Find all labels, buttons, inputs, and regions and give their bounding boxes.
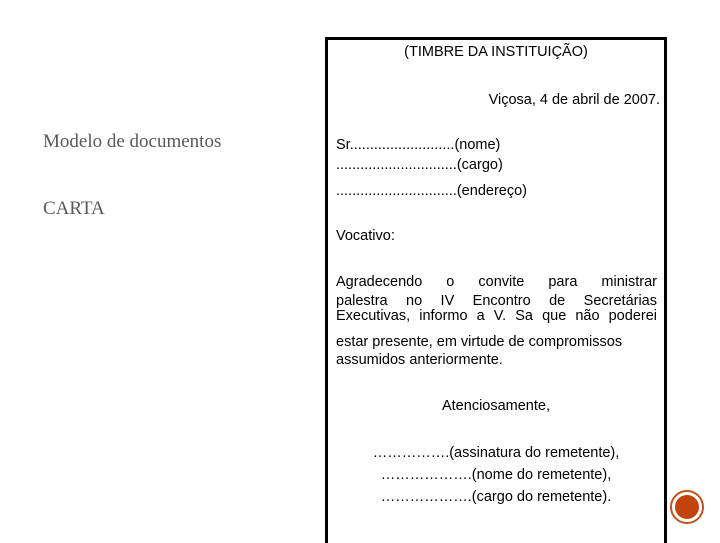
recipient-name: Sr..........................(nome)	[336, 137, 501, 153]
vocative: Vocativo:	[336, 228, 395, 244]
recipient-address: ..............................(endereço)	[336, 183, 527, 199]
body-line: estar presente, em virtude de compromissos	[336, 334, 623, 350]
date-line: Viçosa, 4 de abril de 2007.	[488, 92, 660, 108]
signature-line: …………….(assinatura do remetente),	[372, 445, 620, 461]
orange-circle-icon[interactable]	[670, 490, 704, 524]
body-line: Executivas, informo a V. Sa que não poderei	[336, 308, 657, 324]
recipient-title: ..............................(cargo)	[336, 157, 503, 173]
signature-line: ……………….(nome do remetente),	[380, 467, 612, 483]
letter-document	[325, 37, 667, 543]
section-title: CARTA	[43, 198, 105, 219]
badge-fill	[675, 495, 699, 519]
closing: Atenciosamente,	[441, 398, 550, 414]
body-line: Agradecendo o convite para ministrar	[336, 274, 657, 290]
signature-line: ……………….(cargo do remetente).	[380, 489, 612, 505]
letterhead: (TIMBRE DA INSTITUIÇÃO)	[404, 44, 588, 60]
slide-subtitle: Modelo de documentos	[43, 131, 222, 152]
body-line: palestra no IV Encontro de Secretárias	[336, 293, 657, 309]
body-line: assumidos anteriormente.	[336, 352, 503, 368]
